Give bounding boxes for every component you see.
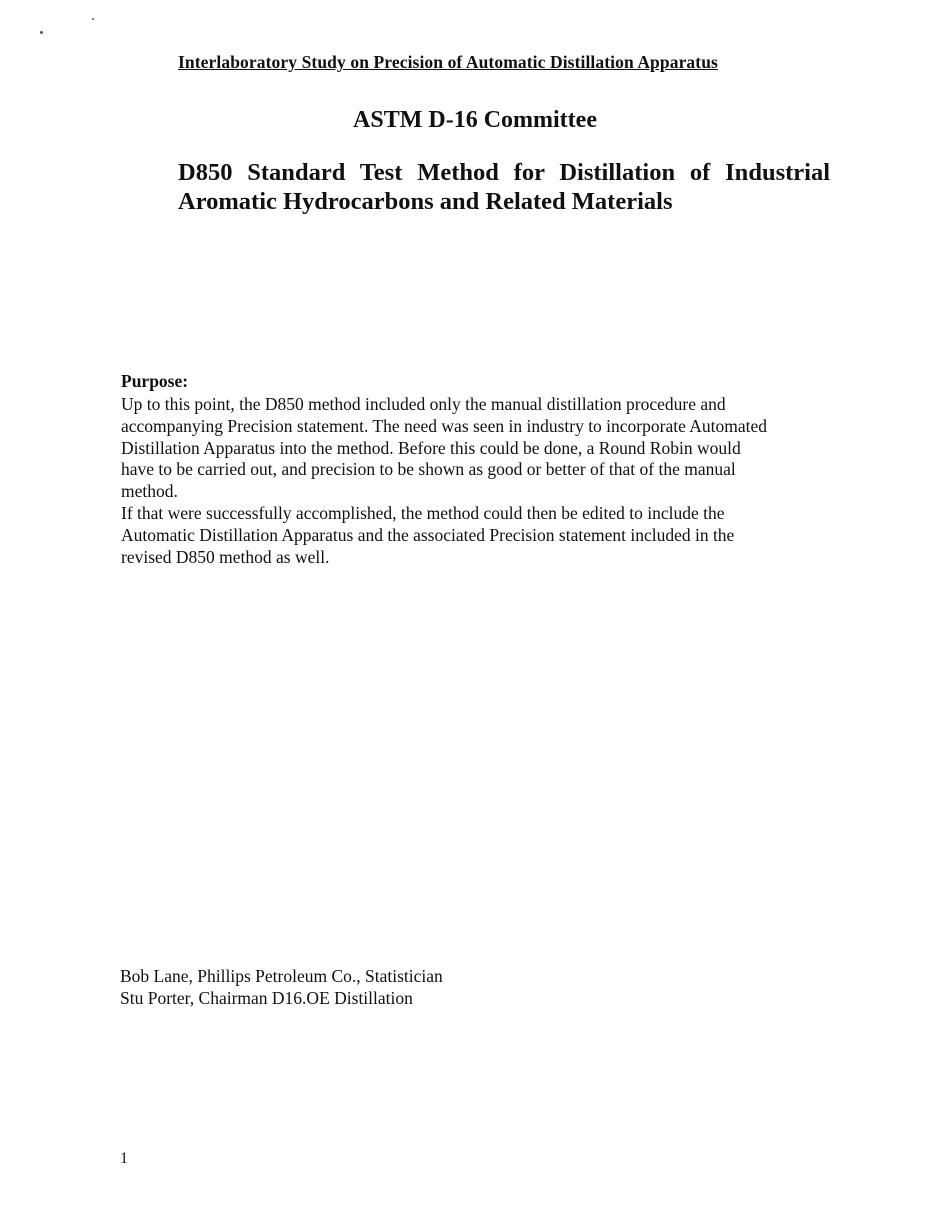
committee-heading <box>0 107 950 134</box>
purpose-line: Up to this point, the D850 method included only the manual distillation procedure and <box>121 394 726 414</box>
purpose-line: Automatic Distillation Apparatus and the associated Precision statement included in the <box>121 524 735 545</box>
purpose-line: have to be carried out, and precision to be shown as good or better of that of the manual <box>121 459 736 480</box>
purpose-line: revised D850 method as well. <box>121 546 330 567</box>
scan-speck <box>92 18 94 20</box>
committee-heading-text: ASTM D-16 Committee <box>353 107 597 133</box>
purpose-line: Distillation Apparatus into the method. Before this could be done, a Round Robin would <box>121 437 741 458</box>
scan-speck <box>40 31 43 34</box>
method-title-line-2: Aromatic Hydrocarbons and Related Materials <box>178 188 673 215</box>
purpose-paragraph <box>121 394 841 568</box>
purpose-line: method. <box>121 481 178 502</box>
study-title: Interlaboratory Study on Precision of Automatic Distillation Apparatus <box>178 52 718 72</box>
method-title-line-1: D850 Standard Test Method for Distillation of Industrial <box>178 159 830 186</box>
signature-block <box>120 965 443 1009</box>
purpose-heading: Purpose: <box>121 371 189 391</box>
purpose-line: accompanying Precision statement. The need was seen in industry to incorporate Automated <box>121 415 768 436</box>
purpose-line: If that were successfully accomplished, the method could then be edited to include the <box>121 502 725 523</box>
signature-line: Stu Porter, Chairman D16.OE Distillation <box>120 988 413 1008</box>
page-number: 1 <box>120 1150 128 1167</box>
method-title <box>178 158 830 216</box>
signature-line: Bob Lane, Phillips Petroleum Co., Statistician <box>120 966 443 986</box>
